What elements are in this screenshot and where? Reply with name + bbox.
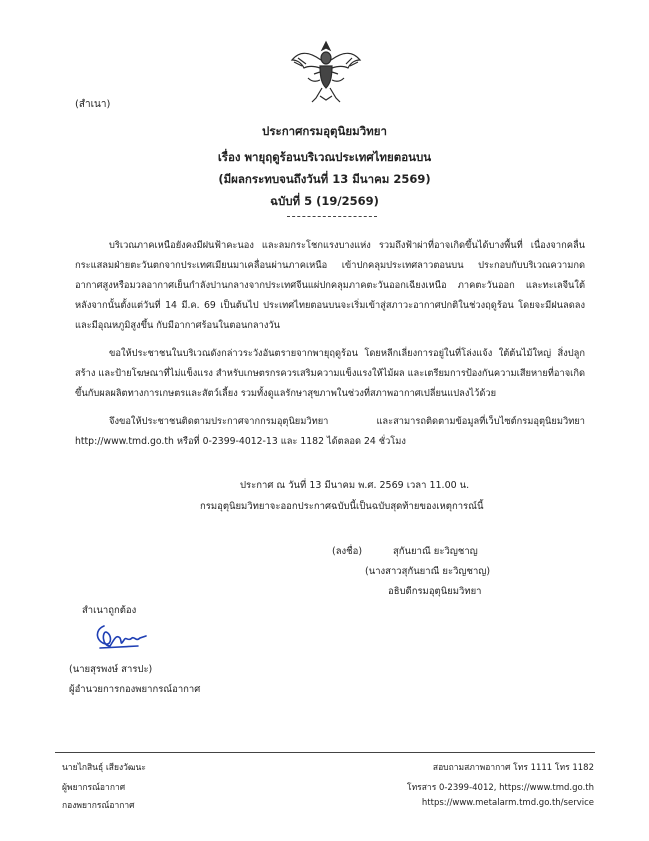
certified-copy-label: สำเนาถูกต้อง bbox=[82, 605, 137, 616]
issue-number: ฉบับที่ 5 (19/2569) bbox=[270, 194, 379, 208]
body-paragraph-2: ขอให้ประชาชนในบริเวณดังกล่าวระวังอันตรายจากพายุฤดูร้อน โดยหลีกเลี่ยงการอยู่ในที่โล่งแจ้ง ใต้ต้นไม้ใหญ่ สิ่งปลูกสร้าง และป้ายโฆษณาที่ไม่แข็งแรง สำหรับเกษตรกรควรเสริมความแข็งแรงให้ไม้ผล และเตรียมการป้องกันความเสียหายที่อาจเกิดขึ้นกับผลผลิตทางการเกษตรและสัตว์เลี้ยง รวมทั้งดูแลรักษาสุขภาพในช่วงที่สภาพอากาศเปลี่ยนแปลงไว้ด้วย bbox=[75, 348, 585, 399]
footer-left-line: กองพยากรณ์อากาศ bbox=[62, 801, 135, 811]
effective-period: (มีผลกระทบจนถึงวันที่ 13 มีนาคม 2569) bbox=[218, 172, 431, 186]
body-paragraph-3: จึงขอให้ประชาชนติดตามประกาศจากกรมอุตุนิยมวิทยา และสามารถติดตามข้อมูลที่เว็บไซต์กรมอุตุนิยมวิทยา http://www.tmd.go.th หรือที่ 0-2399-4012-13 และ 1182 ได้ตลอด 24 ชั่วโมง bbox=[75, 416, 585, 447]
signed-prefix: (ลงชื่อ) bbox=[332, 546, 363, 557]
footer-right-line: สอบถามสภาพอากาศ โทร 1111 โทร 1182 bbox=[432, 763, 594, 773]
certifier-position: ผู้อำนวยการกองพยากรณ์อากาศ bbox=[69, 684, 201, 695]
footer-left-line: ผู้พยากรณ์อากาศ bbox=[62, 783, 126, 793]
document-title: ประกาศกรมอุตุนิยมวิทยา bbox=[262, 124, 387, 138]
final-notice-line: กรมอุตุนิยมวิทยาจะออกประกาศฉบับนี้เป็นฉบับสุดท้ายของเหตุการณ์นี้ bbox=[200, 501, 484, 512]
handwritten-signature bbox=[90, 620, 150, 652]
body-paragraph-1: บริเวณภาคเหนือยังคงมีฝนฟ้าคะนอง และลมกระโชกแรงบางแห่ง รวมถึงฟ้าผ่าที่อาจเกิดขึ้นได้บางพื้นที่ เนื่องจากคลื่นกระแสลมฝ่ายตะวันตกจากประเทศเมียนมาเคลื่อนผ่านภาคเหนือ เข้าปกคลุมประเทศลาวตอนบน ประกอบกับบริเวณความกดอากาศสูงหรือมวลอากาศเย็นกำลังปานกลางจากประเทศจีนแผ่ปกคลุมภาคตะวันออกเฉียงเหนือ ภาคตะวันออก และทะเลจีนใต้ หลังจากนั้นตั้งแต่วันที่ 14 มี.ค. 69 เป็นต้นไป ประเทศไทยตอนบนจะเริ่มเข้าสู่สภาวะอากาศปกติในช่วงฤดูร้อน โดยจะมีฝนลดลง และมีอุณหภูมิสูงขึ้น กับมีอากาศร้อนในตอนกลางวัน bbox=[75, 240, 585, 331]
document-subject: เรื่อง พายุฤดูร้อนบริเวณประเทศไทยตอนบน bbox=[217, 150, 432, 164]
footer-right-line: โทรสาร 0-2399-4012, https://www.tmd.go.th bbox=[407, 783, 594, 793]
copy-mark: (สำเนา) bbox=[75, 99, 111, 110]
certifier-name: (นายสุรพงษ์ สารปะ) bbox=[69, 664, 153, 675]
issue-date-line: ประกาศ ณ วันที่ 13 มีนาคม พ.ศ. 2569 เวลา 11.00 น. bbox=[240, 480, 470, 491]
garuda-emblem-icon bbox=[290, 38, 362, 104]
signed-name: สุกันยาณี ยะวิญชาญ bbox=[393, 546, 478, 557]
signer-full-name: (นางสาวสุกันยาณี ยะวิญชาญ) bbox=[365, 566, 491, 577]
footer-left-line: นายไกสินธุ์ เสียงวัฒนะ bbox=[62, 763, 146, 773]
footer-divider bbox=[55, 752, 595, 753]
footer-right-line: https://www.metalarm.tmd.go.th/service bbox=[421, 798, 594, 808]
signer-position: อธิบดีกรมอุตุนิยมวิทยา bbox=[388, 586, 482, 597]
title-divider bbox=[287, 216, 377, 217]
